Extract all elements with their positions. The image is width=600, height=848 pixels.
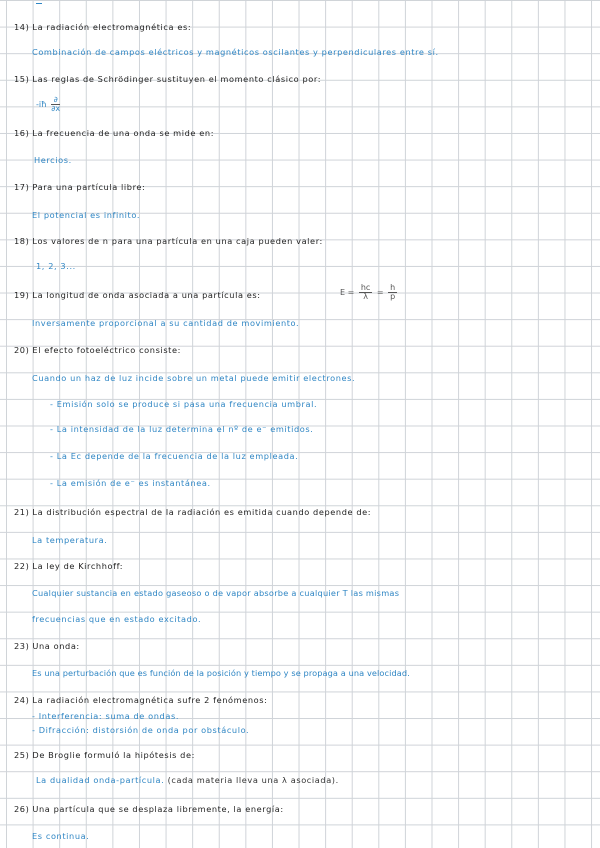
question-text: De Broglie formuló la hipótesis de: xyxy=(32,750,195,760)
answer-18: 1, 2, 3... xyxy=(36,261,76,271)
question-25 xyxy=(14,750,195,761)
answer-20: Cuando un haz de luz incide sobre un metal puede emitir electrones. xyxy=(32,373,356,383)
fraction-denominator: ∂x xyxy=(51,104,61,113)
answer-17: El potencial es infinito. xyxy=(32,210,141,220)
question-21 xyxy=(14,507,371,518)
question-number: 24) xyxy=(14,695,30,705)
question-text: Para una partícula libre: xyxy=(32,182,146,192)
answer-22-line-2: frecuencias que en estado excitado. xyxy=(32,614,202,624)
question-number: 23) xyxy=(14,641,30,651)
question-18 xyxy=(14,236,323,247)
question-15 xyxy=(14,74,321,85)
question-19 xyxy=(14,290,261,301)
question-23 xyxy=(14,641,80,652)
question-24 xyxy=(14,695,267,706)
bullet-20-4: - La emisión de e⁻ es instantánea. xyxy=(50,478,211,488)
fraction-denominator: p xyxy=(390,292,396,301)
formula-equals: = xyxy=(376,288,384,297)
answer-26: Es continua. xyxy=(32,831,90,841)
question-text: Las reglas de Schrödinger sustituyen el momento clásico por: xyxy=(32,74,322,84)
formula-19 xyxy=(340,284,399,301)
question-text: La distribución espectral de la radiación es emitida cuando depende de: xyxy=(32,507,372,517)
answer-22-line-1: Cualquier sustancia en estado gaseoso o de vapor absorbe a cualquier T las mismas xyxy=(32,588,400,598)
formula-prefix: -iħ xyxy=(36,100,47,109)
bullet-20-2: - La intensidad de la luz determina el nº de e⁻ emitidos. xyxy=(50,424,314,434)
question-number: 21) xyxy=(14,507,30,517)
question-22 xyxy=(14,561,123,572)
bullet-20-1: - Emisión solo se produce si pasa una frecuencia umbral. xyxy=(50,399,318,409)
question-number: 25) xyxy=(14,750,30,760)
bullet-24-1: - Interferencia: suma de ondas. xyxy=(32,711,180,721)
formula-lhs: E = xyxy=(340,288,355,297)
question-number: 26) xyxy=(14,804,30,814)
fraction-denominator: λ xyxy=(363,292,368,301)
fraction-numerator: ∂ xyxy=(51,96,60,105)
answer-23: Es una perturbación que es función de la posición y tiempo y se propaga a una velocidad. xyxy=(32,668,410,678)
bullet-24-2: - Difracción: distorsión de onda por obstáculo. xyxy=(32,725,250,735)
answer-14: Combinación de campos eléctricos y magnéticos oscilantes y perpendiculares entre sí. xyxy=(32,47,439,57)
question-26 xyxy=(14,804,284,815)
question-text: La ley de Kirchhoff: xyxy=(32,561,124,571)
answer-25 xyxy=(36,775,339,786)
bullet-20-3: - La Ec depende de la frecuencia de la luz empleada. xyxy=(50,451,299,461)
answer-21: La temperatura. xyxy=(32,535,108,545)
formula-fraction xyxy=(51,96,60,113)
question-17 xyxy=(14,182,145,193)
question-20 xyxy=(14,345,181,356)
question-text: Los valores de n para una partícula en una caja pueden valer: xyxy=(32,236,323,246)
fraction-numerator: hc xyxy=(360,283,371,292)
question-text: La radiación electromagnética sufre 2 fenómenos: xyxy=(32,695,268,705)
question-14 xyxy=(14,22,191,33)
question-number: 19) xyxy=(14,290,30,300)
top-ink-mark xyxy=(36,0,42,4)
question-text: La longitud de onda asociada a una partícula es: xyxy=(32,290,261,300)
question-text: La frecuencia de una onda se mide en: xyxy=(32,128,215,138)
question-text: Una partícula que se desplaza libremente, la energía: xyxy=(32,804,284,814)
formula-fraction-hc xyxy=(359,284,372,301)
answer-16: Hercios. xyxy=(34,155,72,165)
question-text: La radiación electromagnética es: xyxy=(32,22,192,32)
question-number: 16) xyxy=(14,128,30,138)
question-text: El efecto fotoeléctrico consiste: xyxy=(32,345,181,355)
question-text: Una onda: xyxy=(32,641,80,651)
answer-note: (cada materia lleva una λ asociada). xyxy=(167,775,339,785)
question-number: 18) xyxy=(14,236,30,246)
question-number: 17) xyxy=(14,182,30,192)
answer-15-formula xyxy=(36,96,62,113)
question-16 xyxy=(14,128,214,139)
question-number: 15) xyxy=(14,74,30,84)
question-number: 22) xyxy=(14,561,30,571)
question-number: 20) xyxy=(14,345,30,355)
formula-fraction-hp xyxy=(388,284,397,301)
answer-19: Inversamente proporcional a su cantidad de movimiento. xyxy=(32,318,300,328)
answer-text: La dualidad onda-partícula. xyxy=(36,775,165,785)
fraction-numerator: h xyxy=(390,283,396,292)
question-number: 14) xyxy=(14,22,30,32)
